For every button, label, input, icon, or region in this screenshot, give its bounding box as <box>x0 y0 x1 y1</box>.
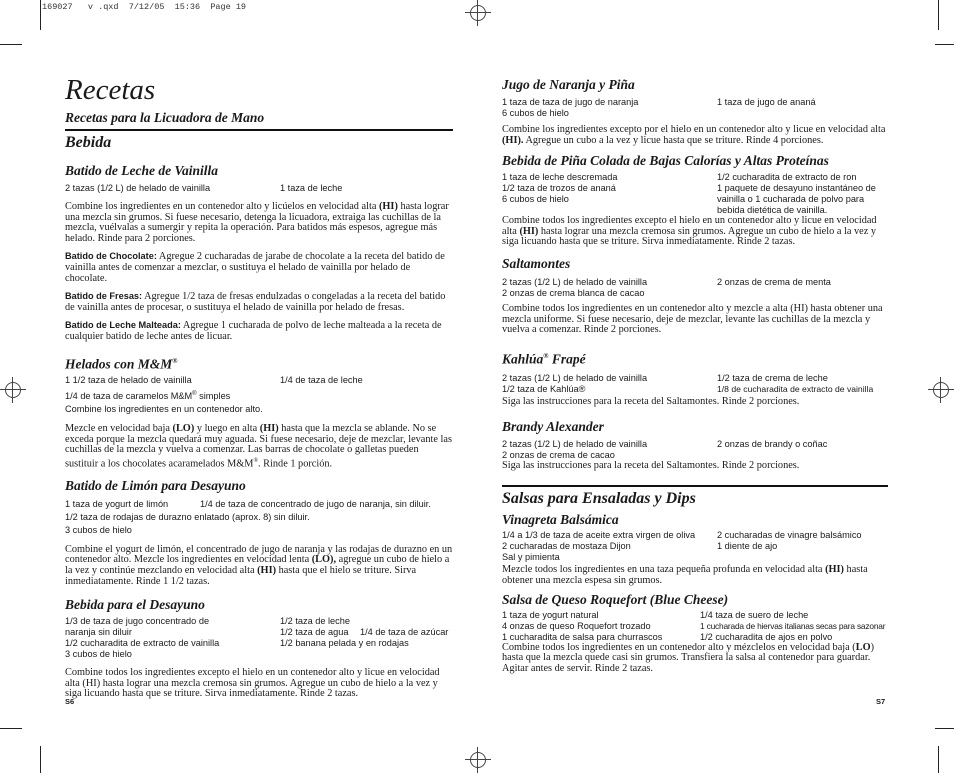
crop-mark <box>0 44 22 45</box>
recipe-title: Saltamontes <box>502 255 571 271</box>
ingredient-list: 1/3 de taza de jugo concentrado de 1/2 taza de leche naranja sin diluir 1/2 taza de agua 1/4 de taza de azúcar 1/2 cucharadita de extracto de vainilla 1/2 banana pelada y en rodajas 3 cubos de hielo <box>65 616 449 660</box>
ingredient-list: 1 taza de taza de jugo de naranja 1 taza de jugo de ananá 6 cubos de hielo <box>502 97 816 118</box>
ingredient: 1/4 de taza de caramelos M&M® simples <box>65 391 231 402</box>
ingredient: 1/4 de taza de leche <box>280 375 363 386</box>
ingredient-list: 2 tazas (1/2 L) de helado de vainilla 2 onzas de crema de menta 2 onzas de crema blanca de cacao <box>502 276 831 298</box>
recipe-variation: Batido de Chocolate: Agregue 2 cucharadas de jarabe de chocolate a la receta del batido de vainilla antes de comenzar a mezclar, o sustituya el helado de vainilla por helado de chocolate. <box>65 251 445 284</box>
recipe-title: Salsa de Queso Roquefort (Blue Cheese) <box>502 591 729 607</box>
crop-mark <box>935 728 954 729</box>
crop-mark <box>938 746 939 773</box>
crop-mark <box>938 0 939 30</box>
section-rule <box>502 485 888 487</box>
recipe-title: Bebida para el Desayuno <box>65 597 205 613</box>
registration-mark <box>465 0 491 26</box>
crop-mark <box>935 44 954 45</box>
recipe-title: Vinagreta Balsámica <box>502 512 619 528</box>
subtitle: Recetas para la Licuadora de Mano <box>65 110 265 125</box>
recipe-title: Kahlúa® Frapé <box>502 351 586 367</box>
page-number: S6 <box>65 697 75 706</box>
section-heading: Salsas para Ensaladas y Dips <box>502 490 696 508</box>
ingredient: Combine los ingredientes en un contenedor alto. <box>65 404 263 415</box>
ingredient-list: 1/4 a 1/3 de taza de aceite extra virgen de oliva 2 cucharadas de vinagre balsámico 2 cucharadas de mostaza Dijon 1 diente de ajo Sal y pimienta <box>502 530 862 563</box>
recipe-body: Mezcle en velocidad baja (LO) y luego en alta (HI) hasta que la mezcla se ablande. No se exceda porque la mezcla quedará muy aguada. Si fuese necesario, deje de mezclar, levante las cuchillas de la mezcla y vuelva a comenzar. Las barras de chocolate o galletas pueden sustituir a los chocolates acaramelados M&M®. Rinde 1 porción. <box>65 423 452 470</box>
recipe-body: Combine todos los ingredientes excepto el hielo en un contenedor alto y licue en velocidad alta (HI) hasta lograr una mezcla cremosa sin grumos. Agregue un cubo de hielo a la vez y siga licuando hasta que se triture. Sirva inmediatamente. Rinde 2 tazas. <box>502 215 877 248</box>
ingredient-list: 1 taza de leche descremada 1/2 cucharadita de extracto de ron 1/2 taza de trozos de ananá 1 paquete de desayuno instantáneo de 6 cubos de hielo vainilla o 1 cucharada de polvo para bebida dietética de vainilla. <box>502 172 876 216</box>
recipe-title: Batido de Limón para Desayuno <box>65 477 246 493</box>
left-page <box>65 74 453 700</box>
recipe-title: Batido de Leche de Vainilla <box>65 163 218 178</box>
crop-mark <box>0 728 22 729</box>
crop-mark <box>40 746 41 773</box>
recipe-body: Combine los ingredientes excepto por el hielo en un contenedor alto y licue en velocidad alta (HI). Agregue un cubo a la vez y licue hasta que se triture. Rinde 4 porciones. <box>502 124 886 146</box>
registration-mark <box>928 377 954 403</box>
recipe-variation: Batido de Fresas: Agregue 1/2 taza de fresas endulzadas o congeladas a la receta del batido de vainilla antes de procesar, o sustituya el helado de vainilla por helado de fresas. <box>65 291 446 313</box>
crop-mark <box>40 0 41 30</box>
page-title: Recetas <box>65 74 156 106</box>
ingredient-list: 1 taza de yogurt natural 1/4 taza de suero de leche 4 onzas de queso Roquefort trozado 1 cucharada de hiervas italianas secas para sazonar 1 cucharadita de salsa para churrascos 1/2 cucharadita de ajos en polvo <box>502 609 886 642</box>
recipe-body: Combine todos los ingredientes excepto el hielo en un contenedor alto y licue en velocidad alta (HI) hasta lograr una mezcla cremosa sin grumos. Agregue un cubo de hielo a la vez y siga licuando hasta que se triture. Sirva inmediatamente. Rinde 2 tazas. <box>65 667 440 700</box>
section-heading: Bebida <box>65 134 112 151</box>
recipe-title: Jugo de Naranja y Piña <box>502 77 635 92</box>
section-rule <box>65 129 453 131</box>
ingredient: 1 1/2 taza de helado de vainilla <box>65 375 192 386</box>
registration-mark <box>0 377 26 403</box>
ingredient: 2 tazas (1/2 L) de helado de vainilla <box>65 183 211 193</box>
ingredient-list: 2 tazas (1/2 L) de helado de vainilla 2 onzas de brandy o coñac 2 onzas de crema de cacao <box>502 438 828 460</box>
ingredient-list <box>65 183 453 194</box>
recipe-body: Combine todos los ingredientes en un contenedor alto y mezcle a alta (HI) hasta obtener una mezcla uniforme. Si fuese necesario, deje de mezclar, levante las cuchillas de la mezcla y vuelva a comenzar. Rinde 2 porciones. <box>502 302 883 336</box>
recipe-body: Siga las instrucciones para la receta del Saltamontes. Rinde 2 porciones. <box>502 396 800 408</box>
recipe-body: Combine los ingredientes en un contenedor alto y licúelos en velocidad alta (HI) hasta lograr una mezcla sin grumos. Si fuese necesario, detenga la licuadora, extraiga las cuchillas de la mezcla, vuélvalas a sumergir y repita la operación. Para batidos más espesos, agregue más helado. Rinde para 2 porciones. <box>65 201 449 244</box>
page-number: S7 <box>876 697 886 706</box>
registration-mark <box>465 747 491 773</box>
ingredient: 1 taza de leche <box>280 183 343 193</box>
recipe-body: Siga las instrucciones para la receta del Saltamontes. Rinde 2 porciones. <box>502 459 800 471</box>
printer-slug: 169027 v .qxd 7/12/05 15:36 Page 19 <box>42 2 247 12</box>
recipe-title: Helados con M&M® <box>65 356 178 372</box>
ingredient-list: 1 taza de yogurt de limón 1/4 de taza de concentrado de jugo de naranja, sin diluir. 1/2 taza de rodajas de durazno enlatado (aprox. 8) sin diluir. 3 cubos de hielo <box>65 498 431 535</box>
ingredient-list <box>65 375 453 386</box>
recipe-body: Mezcle todos los ingredientes en una taza pequeña profunda en velocidad alta (HI) hasta obtener una mezcla espesa sin grumos. <box>502 564 868 587</box>
recipe-variation: Batido de Leche Malteada: Agregue 1 cucharada de polvo de leche malteada a la receta de cualquier batido de leche antes de licuar. <box>65 320 442 342</box>
recipe-body: Combine el yogurt de limón, el concentrado de jugo de naranja y las rodajas de durazno en un contenedor alto. Mezcle los ingredientes en velocidad lenta (LO), agregue un cubo de hielo a la vez y continúe mezclando en velocidad alta (HI) hasta que el hielo se triture. Sirva inmediatamente. Rinde 1 1/2 tazas. <box>65 543 453 587</box>
ingredient-list: 2 tazas (1/2 L) de helado de vainilla 1/2 taza de crema de leche 1/2 taza de Kahlúa® 1/8 de cucharadita de extracto de vainilla <box>502 373 874 395</box>
right-page <box>502 77 890 674</box>
recipe-title: Brandy Alexander <box>502 418 604 434</box>
recipe-body: Combine todos los ingredientes en un contenedor alto y mézclelos en velocidad baja (LO) hasta que la mezcla quede casi sin grumos. Transfiera la salsa al contenedor para guardar. Agitar antes de servir. Rinde 2 tazas. <box>502 641 875 674</box>
recipe-title: Bebida de Piña Colada de Bajas Calorías y Altas Proteínas <box>502 153 829 169</box>
